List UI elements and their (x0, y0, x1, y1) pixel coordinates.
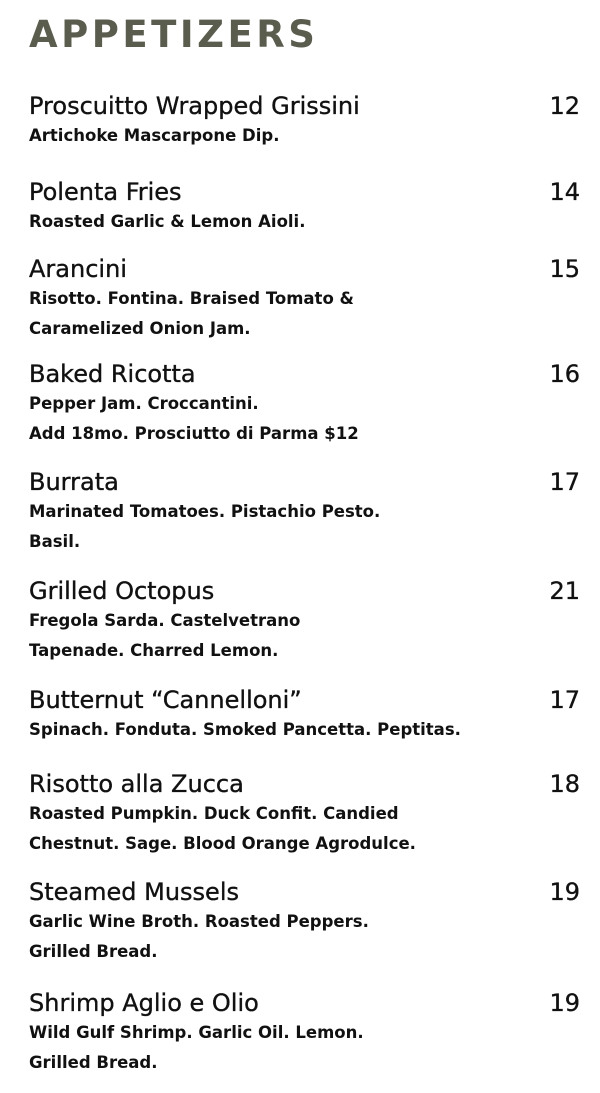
menu-item (29, 877, 580, 967)
menu-item-description: Add 18mo. Prosciutto di Parma $12 (29, 424, 359, 443)
menu-item (29, 467, 580, 557)
menu-item (29, 576, 580, 666)
menu-item (29, 254, 580, 344)
menu-item-description: Wild Gulf Shrimp. Garlic Oil. Lemon. (29, 1023, 364, 1042)
menu-item-price: 17 (549, 686, 580, 714)
menu-item-name: Proscuitto Wrapped Grissini (29, 92, 360, 120)
menu-item-name: Burrata (29, 468, 119, 496)
menu-item-description: Marinated Tomatoes. Pistachio Pesto. (29, 502, 381, 521)
menu-item (29, 685, 580, 745)
menu-item (29, 988, 580, 1078)
menu-item-price: 21 (549, 577, 580, 605)
menu-item-price: 15 (549, 255, 580, 283)
menu-item-description: Garlic Wine Broth. Roasted Peppers. (29, 912, 369, 931)
menu-item (29, 359, 580, 449)
menu-item-name: Risotto alla Zucca (29, 770, 244, 798)
menu-item (29, 177, 580, 237)
menu-item-price: 18 (549, 770, 580, 798)
menu-item-description: Spinach. Fonduta. Smoked Pancetta. Peptitas. (29, 720, 461, 739)
menu-item-name: Grilled Octopus (29, 577, 215, 605)
menu-item-name: Baked Ricotta (29, 360, 196, 388)
menu-item-price: 19 (549, 989, 580, 1017)
menu-item-price: 16 (549, 360, 580, 388)
menu-item-price: 14 (549, 178, 580, 206)
menu-item-description: Roasted Garlic & Lemon Aioli. (29, 212, 306, 231)
menu-item-price: 19 (549, 878, 580, 906)
menu-item-description: Grilled Bread. (29, 1053, 158, 1072)
menu-item (29, 91, 580, 151)
menu-item-name: Arancini (29, 255, 127, 283)
menu-item-price: 12 (549, 92, 580, 120)
menu-item-name: Shrimp Aglio e Olio (29, 989, 259, 1017)
menu-item-description: Risotto. Fontina. Braised Tomato & (29, 289, 354, 308)
menu-item-description: Roasted Pumpkin. Duck Confit. Candied (29, 804, 399, 823)
menu-item-price: 17 (549, 468, 580, 496)
menu-item-name: Butternut “Cannelloni” (29, 686, 302, 714)
section-title: APPETIZERS (29, 13, 319, 56)
menu-item-description: Pepper Jam. Croccantini. (29, 394, 259, 413)
menu-item-description: Fregola Sarda. Castelvetrano (29, 611, 301, 630)
menu-item (29, 769, 580, 859)
menu-item-description: Tapenade. Charred Lemon. (29, 641, 279, 660)
menu-item-description: Caramelized Onion Jam. (29, 319, 251, 338)
menu-item-name: Steamed Mussels (29, 878, 239, 906)
menu-item-name: Polenta Fries (29, 178, 182, 206)
menu-item-description: Artichoke Mascarpone Dip. (29, 126, 280, 145)
menu-item-description: Grilled Bread. (29, 942, 158, 961)
menu-item-description: Chestnut. Sage. Blood Orange Agrodulce. (29, 834, 416, 853)
menu-item-description: Basil. (29, 532, 81, 551)
